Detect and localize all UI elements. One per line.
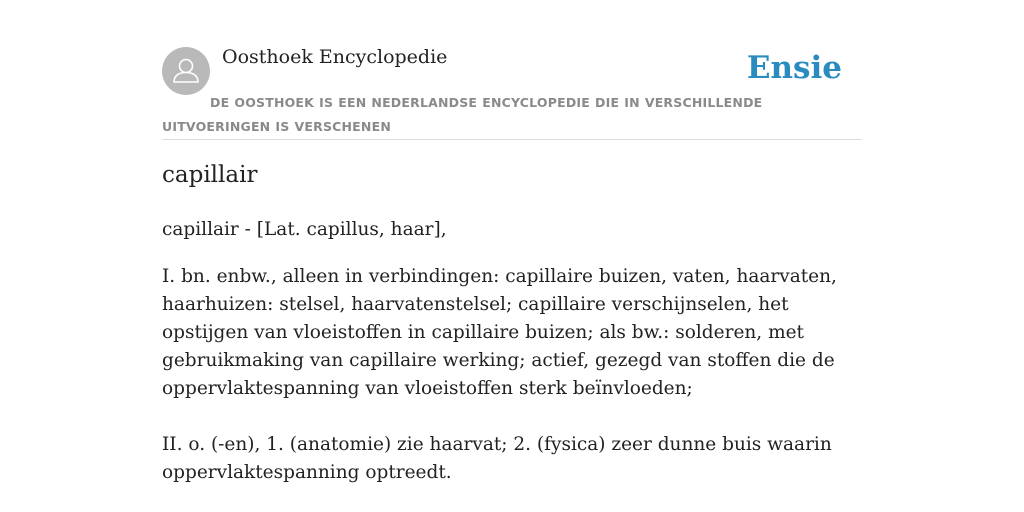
source-title[interactable]: Oosthoek Encyclopedie — [222, 46, 448, 68]
avatar[interactable] — [162, 47, 210, 95]
definition-part-2: II. o. (-en), 1. (anatomie) zie haarvat; 2. (fysica) zeer dunne buis waarin oppervlaktespanning optreedt. — [162, 434, 832, 483]
definition-body — [162, 216, 862, 487]
header-divider — [162, 139, 862, 140]
user-avatar-icon — [162, 47, 210, 95]
definition-part-1: I. bn. enbw., alleen in verbindingen: capillaire buizen, vaten, haarvaten, haarhuizen: stelsel, haarvatenstelsel; capillaire verschijnselen, het opstijgen van vloeistoffen in capillaire buizen; als bw.: solderen, met gebruikmaking van capillaire werking; actief, gezegd van stoffen die de oppervlaktespanning van vloeistoffen sterk beïnvloeden; — [162, 266, 837, 399]
definition-intro: capillair - [Lat. capillus, haar], — [162, 219, 447, 240]
brand-logo[interactable]: Ensie — [746, 50, 842, 86]
page-title: capillair — [162, 162, 258, 188]
source-description: DE OOSTHOEK IS EEN NEDERLANDSE ENCYCLOPEDIE DIE IN VERSCHILLENDE UITVOERINGEN IS VERSCHENEN — [162, 95, 763, 134]
